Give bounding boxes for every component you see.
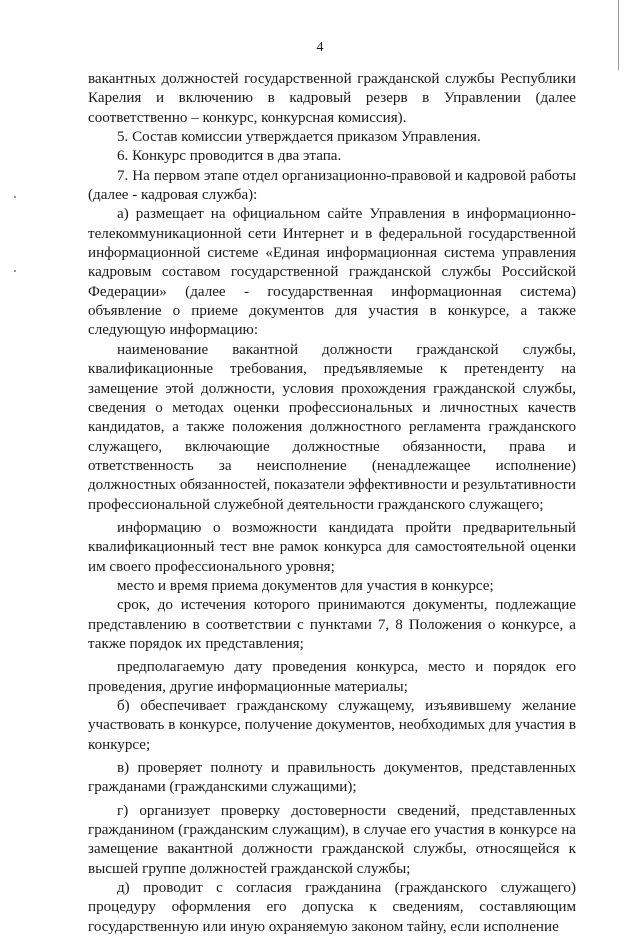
- paragraph: а) размещает на официальном сайте Управления в информационно-телекоммуникационной сети Интернет и в федеральной государственной информационной системе «Единая информационная система управления кадровым составом государственной гражданской службы Российской Федерации» (далее - государственная информационная система) объявление о приеме документов для участия в конкурсе, а также следующую информацию:: [88, 206, 576, 339]
- document-body: [88, 70, 576, 937]
- paragraph: предполагаемую дату проведения конкурса, место и порядок его проведения, другие информационные материалы;: [88, 659, 576, 695]
- paragraph: 5. Состав комиссии утверждается приказом Управления.: [117, 129, 481, 146]
- paragraph: наименование вакантной должности гражданской службы, квалификационные требования, предъявляемые к претенденту на замещение этой должности, условия прохождения гражданской службы, сведения о методах оценки профессиональных и личностных качеств кандидатов, а также положения должностного регламента гражданского служащего, включающие должностные обязанности, права и ответственность за неисполнение (ненадлежащее исполнение) должностных обязанностей, показатели эффективности и результативности профессиональной служебной деятельности гражданского служащего;: [88, 341, 576, 513]
- scan-speck: [14, 196, 16, 198]
- paragraph: б) обеспечивает гражданскому служащему, изъявившему желание участвовать в конкурсе, получение документов, необходимых для участия в конкурсе;: [88, 698, 576, 753]
- scan-speck: [14, 270, 16, 272]
- paragraph: информацию о возможности кандидата пройти предварительный квалификационный тест вне рамок конкурса для самостоятельной оценки им своего профессионального уровня;: [88, 519, 576, 575]
- paragraph: 7. На первом этапе отдел организационно-правовой и кадровой работы (далее - кадровая служба):: [88, 167, 576, 204]
- paragraph: г) организует проверку достоверности сведений, представленных гражданином (гражданским служащим), в случае его участия в конкурсе на замещение вакантной должности гражданской службы, относящейся к высшей группе должностей гражданской службы;: [88, 802, 576, 877]
- paragraph: срок, до истечения которого принимаются документы, подлежащие представлению в соответствии с пунктами 7, 8 Положения о конкурсе, а также порядок их представления;: [88, 597, 576, 652]
- paragraph: место и время приема документов для участия в конкурсе;: [117, 577, 494, 594]
- paragraph: д) проводит с согласия гражданина (гражданского служащего) процедуру оформления его допуска к сведениям, составляющим государственную или иную охраняемую законом тайну, если исполнение: [88, 880, 576, 935]
- paragraph: в) проверяет полноту и правильность документов, представленных гражданами (гражданскими служащими);: [88, 760, 576, 796]
- page-number: 4: [316, 40, 324, 55]
- scan-edge-line: [618, 0, 619, 70]
- paragraph: 6. Конкурс проводится в два этапа.: [117, 148, 342, 165]
- paragraph: вакантных должностей государственной гражданской службы Республики Карелия и включению в кадровый резерв в Управлении (далее соответственно – конкурс, конкурсная комиссия).: [88, 71, 576, 126]
